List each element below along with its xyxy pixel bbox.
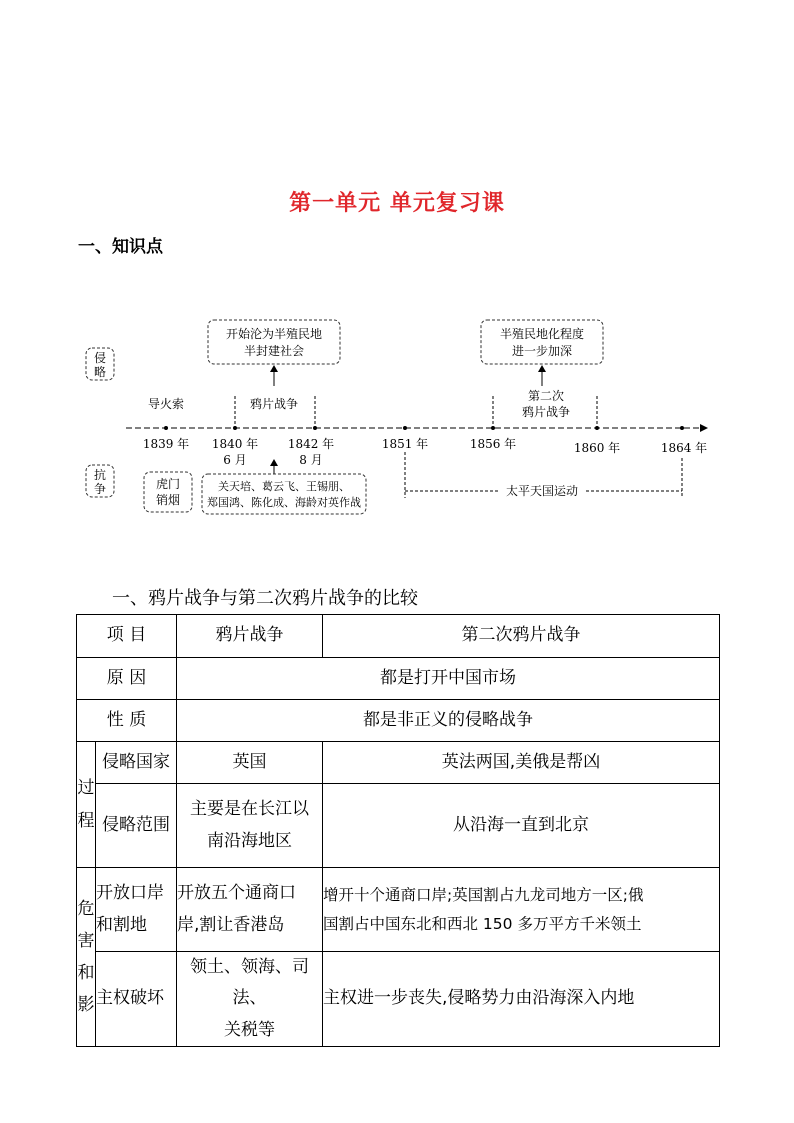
sovereignty-opium-line1: 领土、领海、司法、 xyxy=(190,957,309,1009)
ports-label-line2: 和割地 xyxy=(96,914,147,935)
resistance-label-2: 争 xyxy=(93,482,107,496)
tick-label-1842-month: 8 月 xyxy=(299,453,323,467)
section-heading: 一、知识点 xyxy=(78,237,163,257)
nature-value: 都是非正义的侵略战争 xyxy=(177,700,720,742)
page-title: 第一单元 单元复习课 xyxy=(289,191,505,216)
tick-label-1840-month: 6 月 xyxy=(223,453,247,467)
tick-1864 xyxy=(680,426,684,430)
box-deepened-line2: 进一步加深 xyxy=(511,344,573,358)
group-harm-char-3: 和 xyxy=(77,963,95,984)
tick-1860 xyxy=(595,426,599,430)
box-deepened-line1: 半殖民地化程度 xyxy=(499,327,585,341)
tick-label-1860: 1860 年 xyxy=(573,441,621,455)
axis-arrowhead xyxy=(700,424,708,432)
table-row-invaders xyxy=(77,742,720,784)
ports-label xyxy=(96,868,177,952)
table-caption: 一、鸦片战争与第二次鸦片战争的比较 xyxy=(112,588,418,609)
table-row-scope xyxy=(77,784,720,868)
group-harm-char-4: 影 xyxy=(77,995,95,1016)
table-row-sovereignty xyxy=(77,952,720,1047)
header-second-war: 第二次鸦片战争 xyxy=(323,615,720,658)
arrowhead-second-up xyxy=(538,365,546,372)
resistance-label-1: 抗 xyxy=(93,468,107,482)
box-start-semi-colonial-line1: 开始沦为半殖民地 xyxy=(225,327,323,341)
box-humen-line1: 虎门 xyxy=(155,477,181,491)
arrowhead-heroes-up xyxy=(270,459,278,466)
group-harm xyxy=(77,868,96,1047)
group-process xyxy=(77,742,96,868)
scope-second: 从沿海一直到北京 xyxy=(323,784,720,868)
ports-second-line2: 国割占中国东北和西北 150 多万平方千米领土 xyxy=(323,914,642,933)
ports-second-line1: 增开十个通商口岸;英国割占九龙司地方一区;俄 xyxy=(323,885,644,904)
tick-label-1842: 1842 年 xyxy=(287,437,335,451)
header-item: 项 目 xyxy=(77,615,177,658)
box-heroes-line1: 关天培、葛云飞、王锡朋、 xyxy=(218,480,350,493)
ports-second xyxy=(323,868,720,952)
tick-1839 xyxy=(164,426,168,430)
box-start-semi-colonial-line2: 半封建社会 xyxy=(243,344,305,358)
event-second-war-line1: 第二次 xyxy=(527,389,565,403)
scope-opium-line1: 主要是在长江以 xyxy=(190,799,309,820)
event-opium-war: 鸦片战争 xyxy=(249,397,299,411)
table-row-nature xyxy=(77,700,720,742)
group-process-char-2: 程 xyxy=(77,810,95,831)
tick-1851 xyxy=(403,426,407,430)
ports-opium xyxy=(177,868,323,952)
event-taiping: 太平天国运动 xyxy=(505,484,579,498)
tick-1856 xyxy=(491,426,495,430)
timeline-diagram xyxy=(0,0,794,560)
box-heroes-line2: 郑国鸿、陈化成、海龄对英作战 xyxy=(207,496,361,509)
scope-opium-line2: 南沿海地区 xyxy=(207,830,292,851)
arrowhead-opium-up xyxy=(270,365,278,372)
nature-label: 性 质 xyxy=(77,700,177,742)
invaders-opium: 英国 xyxy=(177,742,323,784)
sovereignty-opium xyxy=(177,952,323,1047)
invasion-label-1: 侵 xyxy=(93,351,107,365)
group-harm-char-2: 害 xyxy=(77,930,95,951)
group-harm-char-1: 危 xyxy=(77,898,95,919)
tick-label-1851: 1851 年 xyxy=(381,437,429,451)
invaders-label: 侵略国家 xyxy=(96,742,177,784)
ports-opium-line2: 岸,割让香港岛 xyxy=(177,914,285,935)
tick-label-1856: 1856 年 xyxy=(469,437,517,451)
invaders-second: 英法两国,美俄是帮凶 xyxy=(323,742,720,784)
event-fuse: 导火索 xyxy=(147,397,185,411)
cause-label: 原 因 xyxy=(77,658,177,700)
invasion-label-2: 略 xyxy=(93,365,107,379)
table-header-row xyxy=(77,615,720,658)
cause-value: 都是打开中国市场 xyxy=(177,658,720,700)
tick-label-1864: 1864 年 xyxy=(660,441,708,455)
group-process-char-1: 过 xyxy=(77,778,95,799)
tick-label-1840: 1840 年 xyxy=(211,437,259,451)
scope-label: 侵略范围 xyxy=(96,784,177,868)
scope-opium xyxy=(177,784,323,868)
ports-label-line1: 开放口岸 xyxy=(96,883,164,904)
event-second-war-line2: 鸦片战争 xyxy=(521,405,571,419)
box-humen-line2: 销烟 xyxy=(155,493,181,507)
ports-opium-line1: 开放五个通商口 xyxy=(177,883,296,904)
sovereignty-second: 主权进一步丧失,侵略势力由沿海深入内地 xyxy=(323,952,720,1047)
table-row-ports xyxy=(77,868,720,952)
tick-label-1839: 1839 年 xyxy=(142,437,190,451)
tick-1840 xyxy=(233,426,237,430)
comparison-table xyxy=(76,614,720,1047)
sovereignty-label: 主权破坏 xyxy=(96,952,177,1047)
sovereignty-opium-line2: 关税等 xyxy=(224,1019,275,1040)
header-opium-war: 鸦片战争 xyxy=(177,615,323,658)
table-row-cause xyxy=(77,658,720,700)
tick-1842 xyxy=(313,426,317,430)
